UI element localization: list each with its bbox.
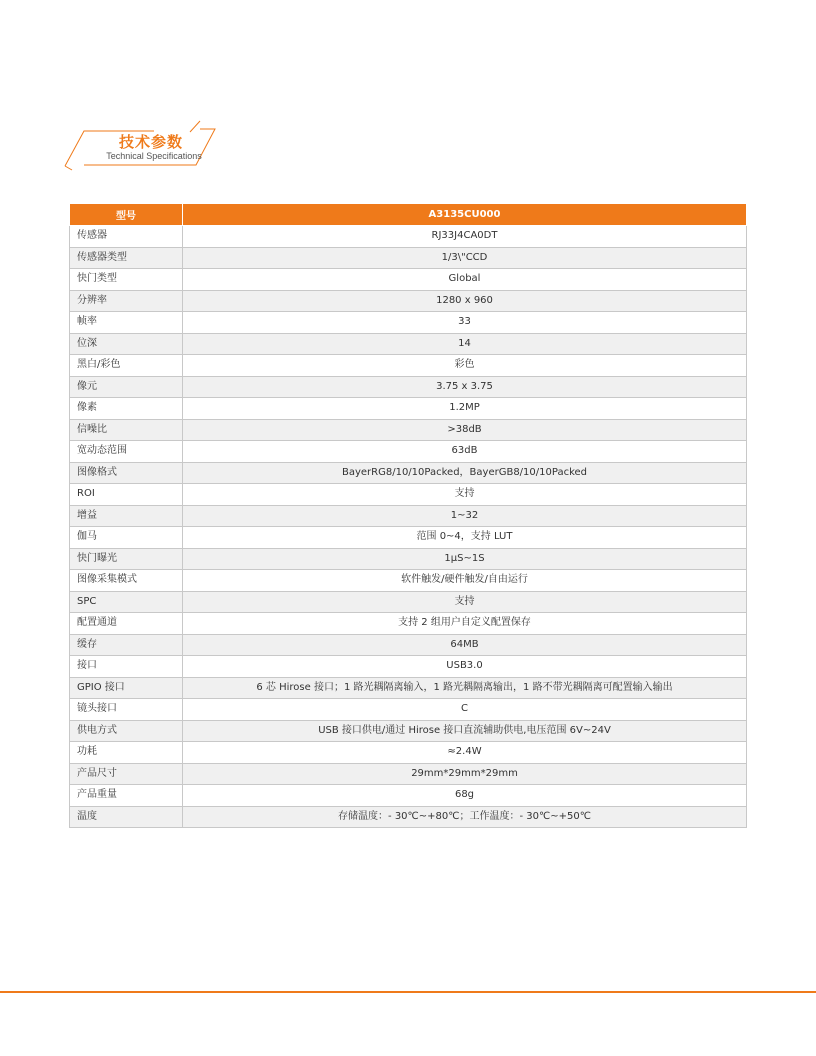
- spec-value: 存储温度：- 30℃~+80℃；工作温度：- 30℃~+50℃: [183, 806, 747, 828]
- spec-label: 像元: [70, 376, 183, 398]
- table-row: [70, 290, 747, 312]
- table-row: [70, 806, 747, 828]
- spec-value: 范围 0~4，支持 LUT: [183, 527, 747, 549]
- spec-label: 功耗: [70, 742, 183, 764]
- table-row: [70, 484, 747, 506]
- spec-value: 1280 x 960: [183, 290, 747, 312]
- table-row: [70, 441, 747, 463]
- spec-value: 支持: [183, 591, 747, 613]
- table-row: [70, 312, 747, 334]
- spec-label: 快门类型: [70, 269, 183, 291]
- spec-label: 像素: [70, 398, 183, 420]
- section-heading: [62, 118, 222, 178]
- spec-value: 1/3\"CCD: [183, 247, 747, 269]
- spec-table-body: [70, 226, 747, 828]
- spec-value: USB 接口供电/通过 Hirose 接口直流辅助供电,电压范围 6V~24V: [183, 720, 747, 742]
- spec-value: >38dB: [183, 419, 747, 441]
- header-model: A3135CU000: [183, 204, 747, 226]
- spec-value: RJ33J4CA0DT: [183, 226, 747, 248]
- table-row: [70, 398, 747, 420]
- spec-value: 1μS~1S: [183, 548, 747, 570]
- table-row: [70, 247, 747, 269]
- spec-label: 传感器类型: [70, 247, 183, 269]
- table-row: [70, 419, 747, 441]
- table-row: [70, 462, 747, 484]
- spec-label: 快门曝光: [70, 548, 183, 570]
- spec-value: 软件触发/硬件触发/自由运行: [183, 570, 747, 592]
- table-row: [70, 505, 747, 527]
- table-row: [70, 333, 747, 355]
- spec-table: [69, 203, 747, 828]
- spec-label: 产品尺寸: [70, 763, 183, 785]
- footer-divider: [0, 991, 816, 993]
- spec-value: 支持: [183, 484, 747, 506]
- table-row: [70, 785, 747, 807]
- spec-label: 温度: [70, 806, 183, 828]
- spec-label: 黑白/彩色: [70, 355, 183, 377]
- spec-value: 1.2MP: [183, 398, 747, 420]
- spec-label: 帧率: [70, 312, 183, 334]
- spec-label: 缓存: [70, 634, 183, 656]
- spec-label: ROI: [70, 484, 183, 506]
- spec-label: GPIO 接口: [70, 677, 183, 699]
- table-row: [70, 677, 747, 699]
- spec-value: 支持 2 组用户自定义配置保存: [183, 613, 747, 635]
- spec-label: 配置通道: [70, 613, 183, 635]
- spec-label: SPC: [70, 591, 183, 613]
- spec-value: ≈2.4W: [183, 742, 747, 764]
- spec-label: 信噪比: [70, 419, 183, 441]
- table-row: [70, 355, 747, 377]
- spec-value: 14: [183, 333, 747, 355]
- spec-value: 29mm*29mm*29mm: [183, 763, 747, 785]
- table-row: [70, 527, 747, 549]
- spec-value: 彩色: [183, 355, 747, 377]
- table-row: [70, 656, 747, 678]
- spec-value: 68g: [183, 785, 747, 807]
- spec-value: 64MB: [183, 634, 747, 656]
- table-row: [70, 763, 747, 785]
- spec-value: 3.75 x 3.75: [183, 376, 747, 398]
- spec-label: 分辨率: [70, 290, 183, 312]
- spec-value: 63dB: [183, 441, 747, 463]
- spec-label: 图像采集模式: [70, 570, 183, 592]
- spec-label: 接口: [70, 656, 183, 678]
- spec-label: 宽动态范围: [70, 441, 183, 463]
- spec-label: 增益: [70, 505, 183, 527]
- spec-value: 6 芯 Hirose 接口；1 路光耦隔离输入，1 路光耦隔离输出，1 路不带光耦隔离可配置输入输出: [183, 677, 747, 699]
- table-row: [70, 720, 747, 742]
- spec-label: 位深: [70, 333, 183, 355]
- table-row: [70, 742, 747, 764]
- spec-label: 产品重量: [70, 785, 183, 807]
- heading-subtitle: Technical Specifications: [106, 151, 202, 161]
- spec-value: BayerRG8/10/10Packed，BayerGB8/10/10Packed: [183, 462, 747, 484]
- spec-value: C: [183, 699, 747, 721]
- spec-value: Global: [183, 269, 747, 291]
- spec-label: 伽马: [70, 527, 183, 549]
- table-row: [70, 613, 747, 635]
- table-row: [70, 634, 747, 656]
- table-row: [70, 570, 747, 592]
- spec-label: 传感器: [70, 226, 183, 248]
- spec-value: USB3.0: [183, 656, 747, 678]
- table-row: [70, 376, 747, 398]
- spec-label: 供电方式: [70, 720, 183, 742]
- table-row: [70, 269, 747, 291]
- table-row: [70, 699, 747, 721]
- header-label: 型号: [70, 204, 183, 226]
- table-row: [70, 226, 747, 248]
- spec-label: 镜头接口: [70, 699, 183, 721]
- spec-table-header-row: [70, 204, 747, 226]
- table-row: [70, 548, 747, 570]
- spec-value: 1~32: [183, 505, 747, 527]
- spec-label: 图像格式: [70, 462, 183, 484]
- heading-title: 技术参数: [118, 133, 183, 151]
- table-row: [70, 591, 747, 613]
- spec-value: 33: [183, 312, 747, 334]
